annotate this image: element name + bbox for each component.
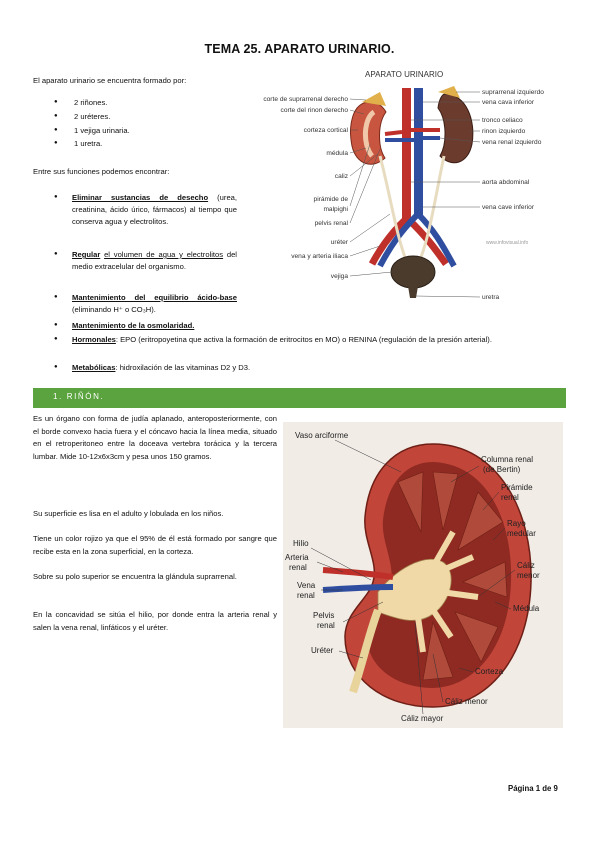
label-columna-renal: Columna renal — [481, 455, 534, 464]
function-head: Mantenimiento de la osmolaridad. — [72, 321, 195, 330]
function-item — [53, 249, 237, 273]
label-left: corte del rinon derecho — [280, 107, 348, 114]
label-caliz-menor-bottom: Cáliz menor — [445, 697, 488, 706]
figure-heading: APARATO URINARIO — [365, 70, 444, 79]
label-rayo-medular: Rayo — [507, 519, 526, 528]
list-item: ● 2 riñones. — [53, 96, 130, 110]
page-number: Página 1 de 9 — [508, 784, 558, 793]
label-right: rinon izquierdo — [482, 128, 526, 135]
kidney-paragraph: Es un órgano con forma de judía aplanado, anteroposteriormente, con el borde convexo hacia fuera y el cóncavo hacia la línea media, situado en el retroperitoneo entre la doceava vertebra torácica y la tercera lumbar. Mide 10-12x6x3cm y pesa unos 150 gramos. — [33, 414, 277, 461]
function-item — [53, 362, 566, 374]
label-caliz-menor: menor — [517, 571, 540, 580]
label-left: uréter — [330, 239, 348, 246]
page-title: TEMA 25. APARATO URINARIO. — [204, 42, 395, 56]
label-pelvis-renal: renal — [317, 621, 335, 630]
label-left: malpighi — [323, 206, 348, 213]
label-right: suprarrenal izquierdo — [482, 89, 544, 96]
kidney-paragraph: Sobre su polo superior se encuentra la glándula suprarrenal. — [33, 572, 237, 581]
list-item: ● 1 uretra. — [53, 137, 130, 151]
label-medula: Médula — [513, 604, 540, 613]
function-head: Regular — [72, 250, 101, 259]
kidney-paragraph: Tiene un color rojizo ya que el 95% de él está formado por sangre que recibe esta en la zona superficial, en la corteza. — [33, 534, 277, 556]
function-head: Mantenimiento del equilibrio ácido-base — [72, 293, 237, 302]
label-piramide-renal: renal — [501, 493, 519, 502]
list-item: ● 1 vejiga urinaria. — [53, 124, 130, 138]
intro-text: El aparato urinario se encuentra formado por: — [33, 76, 187, 85]
function-underlined: el volumen de agua y electrolitos — [104, 250, 224, 259]
label-right: vena cave inferior — [482, 204, 535, 211]
label-left: corte de suprarrenal derecho — [263, 96, 348, 103]
label-vaso-arciforme: Vaso arciforme — [295, 431, 349, 440]
label-right: vena cava inferior — [482, 99, 535, 106]
kidney-paragraph: Su superficie es lisa en el adulto y lobulada en los niños. — [33, 509, 224, 518]
label-vena-renal: renal — [297, 591, 315, 600]
label-right: tronco celiaco — [482, 117, 523, 124]
label-right: aorta abdominal — [482, 179, 530, 186]
label-caliz-menor: Cáliz — [517, 561, 535, 570]
label-arteria-renal: renal — [289, 563, 307, 572]
label-right: vena renal izquierdo — [482, 139, 542, 146]
list-item: ● 2 uréteres. — [53, 110, 130, 124]
label-left: médula — [326, 150, 348, 157]
function-item — [53, 320, 237, 332]
label-hilio: Hilio — [293, 539, 309, 548]
label-left: vena y arteria iliaca — [291, 253, 348, 260]
section-header — [33, 388, 566, 408]
function-head: Eliminar sustancias de desecho — [72, 193, 209, 202]
label-rayo-medular: medular — [507, 529, 536, 538]
function-text: (urea, creatinina, ácido úrico, fármacos) al tiempo que conserva agua y electrolitos. — [72, 193, 237, 226]
function-text: : hidroxilación de las vitaminas D2 y D3. — [115, 363, 251, 372]
urinary-system-figure — [240, 64, 562, 304]
function-head: Hormonales — [72, 335, 116, 344]
function-text: (eliminando H⁺ o CO₃H). — [72, 304, 156, 314]
organ-list — [53, 96, 130, 151]
label-ureter: Uréter — [311, 646, 334, 655]
watermark: www.infovisual.info — [486, 240, 529, 246]
function-text: del medio extracelular del organismo. — [72, 250, 237, 271]
label-vena-renal: Vena — [297, 581, 316, 590]
label-arteria-renal: Arteria — [285, 553, 309, 562]
label-left: vejiga — [330, 273, 348, 280]
label-left: caliz — [334, 173, 348, 180]
label-piramide-renal: Pirámide — [501, 483, 533, 492]
kidney-section-figure — [283, 422, 563, 728]
kidney-paragraph: En la concavidad se sitúa el hilio, por donde entra la arteria renal y salen la vena renal, linfáticos y el uréter. — [33, 610, 277, 632]
label-caliz-mayor: Cáliz mayor — [401, 714, 444, 723]
function-item — [53, 292, 237, 316]
label-left: pelvis renal — [314, 220, 348, 227]
label-left: pirámide de — [313, 196, 348, 203]
label-right: uretra — [482, 294, 500, 301]
label-columna-renal: (de Bertin) — [483, 465, 521, 474]
function-item — [53, 334, 566, 346]
functions-lead: Entre sus funciones podemos encontrar: — [33, 167, 170, 176]
function-head: Metabólicas — [72, 363, 116, 372]
function-item — [53, 192, 237, 227]
section-title: 1. RIÑÓN. — [53, 392, 105, 401]
label-corteza: Corteza — [475, 667, 504, 676]
label-pelvis-renal: Pelvis — [313, 611, 335, 620]
function-text: : EPO (eritropoyetina que activa la formación de eritrocitos en MO) o RENINA (regulación de la presión arterial). — [115, 335, 492, 344]
label-left: corteza cortical — [303, 127, 348, 134]
